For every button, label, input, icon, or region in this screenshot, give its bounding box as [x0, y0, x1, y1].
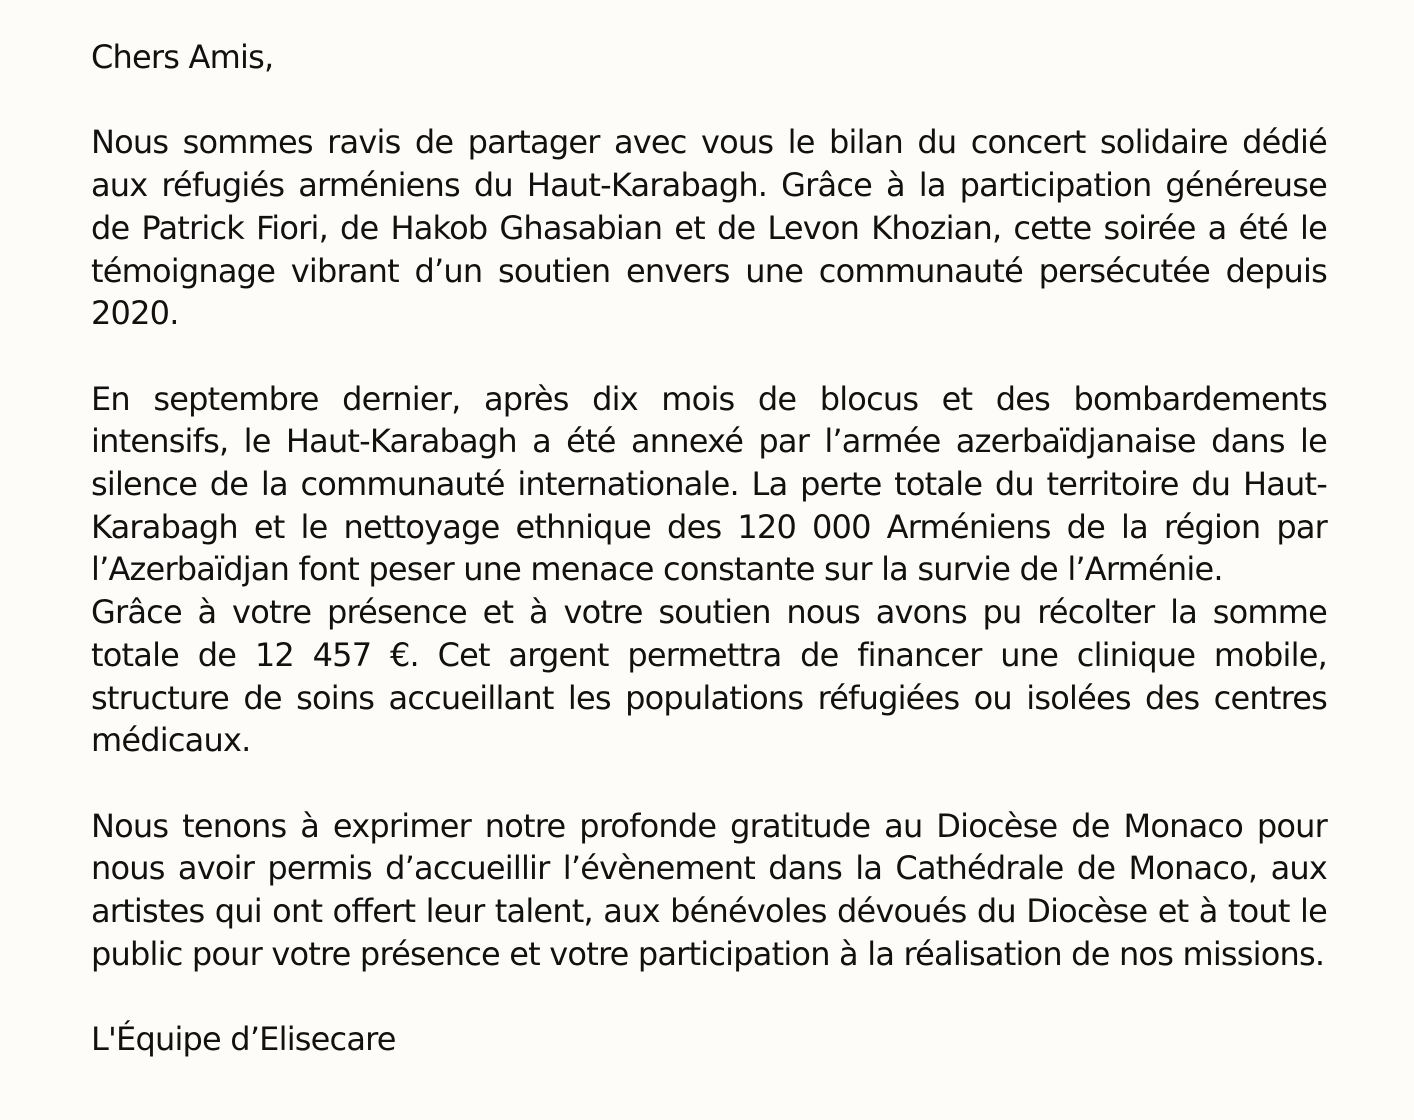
paragraph-spacer — [91, 335, 1327, 378]
paragraph-context: En septembre dernier, après dix mois de blocus et des bombardements intensifs, le Haut-Karabagh a été annexé par l’armée azerbaïdjanaise dans le silence de la communauté internationale. La perte totale du territoire du Haut-Karabagh et le nettoyage ethnique des 120 000 Arméniens de la région par l’Azerbaïdjan font peser une menace constante sur la survie de l’Arménie. — [91, 379, 1327, 589]
paragraph-funds-raised: Grâce à votre présence et à votre soutien nous avons pu récolter la somme totale de 12 457 €. Cet argent permettra de financer une clinique mobile, structure de soins accueillant les populations réfugiées ou isolées des centres médicaux. — [91, 593, 1327, 760]
salutation: Chers Amis, — [91, 38, 274, 76]
paragraph-concert-summary: Nous sommes ravis de partager avec vous le bilan du concert solidaire dédié aux réfugiés arméniens du Haut-Karabagh. Grâce à la participation généreuse de Patrick Fiori, de Hakob Ghasabian et de Levon Khozian, cette soirée a été le témoignage vibrant d’un soutien envers une communauté persécutée depuis 2020. — [91, 123, 1327, 333]
paragraph-spacer — [91, 762, 1327, 805]
paragraph-gratitude: Nous tenons à exprimer notre profonde gratitude au Diocèse de Monaco pour nous avoir permis d’accueillir l’évènement dans la Cathédrale de Monaco, aux artistes qui ont offert leur talent, aux bénévoles dévoués du Diocèse et à tout le public pour votre présence et votre participation à la réalisation de nos missions. — [91, 806, 1327, 973]
letter-body — [91, 36, 1327, 1061]
signature: L'Équipe d’Elisecare — [91, 1020, 396, 1059]
paragraph-spacer — [91, 79, 1327, 122]
paragraph-spacer — [91, 975, 1327, 1018]
